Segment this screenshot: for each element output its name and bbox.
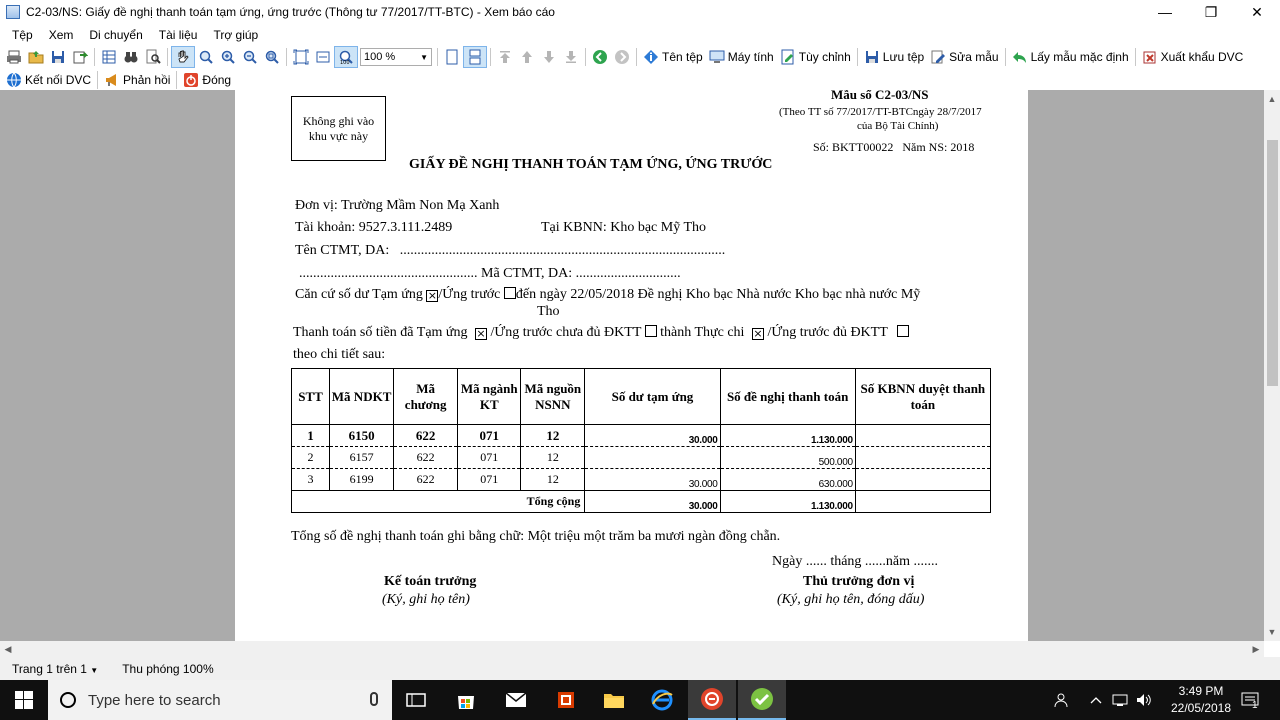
cell-nguon: 12 — [521, 447, 585, 469]
cell-nguon: 12 — [521, 425, 585, 447]
floppy-icon — [864, 49, 880, 65]
minimize-button[interactable]: — — [1158, 4, 1172, 20]
account-line: Tài khoản: 9527.3.111.2489 — [295, 220, 453, 235]
pay-text-d: /Ứng trước đủ ĐKTT — [767, 325, 888, 340]
treasury-line: Tại KBNN: Kho bạc Mỹ Tho — [541, 220, 706, 235]
cell-du: 30.000 — [585, 425, 720, 447]
cortana-icon — [60, 692, 76, 708]
vertical-scroll-thumb[interactable] — [1267, 140, 1278, 386]
vertical-scrollbar[interactable] — [1264, 90, 1280, 641]
pay-text-c: thành Thực chi — [660, 325, 745, 340]
next-page-button[interactable] — [538, 46, 560, 68]
tray-chevron-up-icon[interactable] — [1084, 680, 1108, 720]
cell-stt: 2 — [292, 447, 330, 469]
circular-line2: của Bộ Tài Chính) — [857, 120, 939, 132]
edit-icon — [930, 49, 946, 65]
zoom-status: Thu phóng 100% — [122, 661, 214, 676]
amount-in-words: Tổng số đề nghị thanh toán ghi bằng chữ: Một triệu một trăm ba mươi ngàn đồng chẵn. — [291, 529, 781, 544]
no-write-line2: khu vực này — [308, 129, 369, 143]
unit-line: Đơn vị: Trường Mầm Non Mạ Xanh — [295, 198, 500, 213]
actual-size-button[interactable] — [334, 46, 358, 68]
printer-icon — [6, 49, 22, 65]
toolbar-separator — [286, 48, 287, 66]
total-du: 30.000 — [585, 491, 720, 513]
default-template-label: Lấy mẫu mặc định — [1030, 50, 1129, 64]
close-report-button[interactable] — [180, 69, 234, 91]
ie-icon — [651, 689, 673, 711]
find-button[interactable] — [120, 46, 142, 68]
cell-nguon: 12 — [521, 469, 585, 491]
export-dvc-icon — [1142, 49, 1158, 65]
menu-document[interactable]: Tài liệu — [158, 27, 198, 42]
cell-ndkt: 6150 — [330, 425, 394, 447]
date-line: Ngày ...... tháng ......năm ....... — [772, 554, 939, 569]
table-row — [292, 469, 991, 491]
cell-duyet — [855, 447, 990, 469]
office-icon — [555, 689, 577, 711]
toolbar-separator — [176, 71, 177, 89]
magnifier-icon — [198, 49, 214, 65]
menu-navigate[interactable]: Di chuyển — [89, 27, 143, 42]
program-code-line: ................................................... Mã CTMT, DA: .............................. — [299, 266, 681, 281]
advance-checkbox[interactable]: × — [427, 289, 437, 302]
accounting-app-icon — [750, 687, 774, 711]
accounting-app[interactable] — [738, 680, 786, 720]
export-button[interactable] — [69, 46, 91, 68]
search-placeholder: Type here to search — [88, 691, 221, 709]
col-stt: STT — [292, 369, 330, 425]
status-bar — [0, 657, 1280, 680]
people-icon[interactable] — [1050, 680, 1074, 720]
zoom-value: 100 % — [364, 51, 396, 63]
secondary-toolbar — [0, 69, 1280, 90]
actual-size-icon — [338, 49, 354, 65]
back-circle-icon — [592, 49, 608, 65]
menu-view[interactable]: Xem — [48, 27, 74, 42]
report-page — [235, 90, 1028, 641]
toolbar-separator — [97, 71, 98, 89]
basis-text-b: /Ứng trước — [438, 287, 501, 302]
total-duyet — [855, 491, 990, 513]
fit-page-icon — [293, 49, 309, 65]
cell-denghi: 1.130.000 — [720, 425, 855, 447]
cell-du: 30.000 — [585, 469, 720, 491]
start-button[interactable] — [0, 680, 48, 720]
task-view-button[interactable] — [392, 680, 440, 720]
edit-template-label: Sửa mẫu — [949, 50, 999, 64]
zoom-out-button[interactable] — [239, 46, 261, 68]
toolbar-separator — [167, 48, 168, 66]
cell-stt: 3 — [292, 469, 330, 491]
toolbar-separator — [585, 48, 586, 66]
globe-icon — [6, 72, 22, 88]
store-icon — [455, 690, 477, 710]
find-document-button[interactable] — [142, 46, 164, 68]
windows-logo-icon — [15, 691, 33, 709]
notification-count: 1 — [1252, 700, 1258, 711]
col-chuong: Mã chương — [394, 369, 458, 425]
scroll-up-icon[interactable]: ▲ — [1267, 94, 1277, 104]
page-indicator-text: Trang 1 trên 1 — [12, 661, 87, 676]
forward-button[interactable] — [611, 46, 633, 68]
cell-stt: 1 — [292, 425, 330, 447]
sig-right-note: (Ký, ghi họ tên, đóng dấu) — [777, 592, 925, 607]
col-duyet: Số KBNN duyệt thanh toán — [855, 369, 990, 425]
window-title: C2-03/NS: Giấy đề nghị thanh toán tạm ứng, ứng trước (Thông tư 77/2017/TT-BTC) - Xem báo cáo — [26, 5, 555, 19]
volume-icon[interactable] — [1132, 680, 1156, 720]
office-app[interactable] — [542, 680, 590, 720]
prepay-checkbox[interactable] — [504, 287, 516, 299]
fit-page-button[interactable] — [290, 46, 312, 68]
first-page-button[interactable] — [494, 46, 516, 68]
folder-icon — [603, 691, 625, 709]
zoom-in-button[interactable] — [217, 46, 239, 68]
program-name-line: Tên CTMT, DA: ............................................................................................. — [295, 243, 726, 258]
megaphone-icon — [104, 72, 120, 88]
maximize-button[interactable]: ❐ — [1204, 3, 1218, 20]
scroll-right-icon[interactable]: ▶ — [1252, 643, 1260, 654]
basis-text-a: Căn cứ số dư Tạm ứng — [295, 287, 423, 302]
col-nguon: Mã nguồn NSNN — [521, 369, 585, 425]
export-icon — [72, 49, 88, 65]
form-code: Mẫu số C2-03/NS — [831, 90, 929, 102]
main-toolbar — [0, 45, 1280, 69]
no-write-box — [291, 96, 386, 161]
payment-table — [291, 368, 991, 513]
print-button[interactable] — [3, 46, 25, 68]
no-write-line1: Không ghi vào — [302, 114, 375, 128]
scroll-left-icon[interactable]: ◀ — [4, 643, 12, 654]
task-view-icon — [406, 692, 426, 708]
hand-tool-button[interactable] — [171, 46, 195, 68]
cell-nganh: 071 — [458, 447, 521, 469]
toolbar-separator — [437, 48, 438, 66]
edge-app[interactable] — [638, 680, 686, 720]
paid-advance-checkbox[interactable]: × — [476, 327, 486, 340]
toolbar-separator — [94, 48, 95, 66]
fit-width-button[interactable] — [312, 46, 334, 68]
total-label: Tổng cộng — [292, 491, 585, 513]
export-dvc-label: Xuất khẩu DVC — [1160, 50, 1244, 64]
zoom-select[interactable] — [360, 48, 432, 66]
floppy-icon — [50, 49, 66, 65]
sig-left-title: Kế toán trưởng — [384, 574, 477, 589]
computer-icon — [709, 49, 725, 65]
col-ndkt: Mã NDKT — [330, 369, 394, 425]
search-document-icon — [145, 49, 161, 65]
connect-dvc-label: Kết nối DVC — [25, 72, 92, 87]
toolbar-separator — [857, 48, 858, 66]
computer-button[interactable] — [706, 46, 777, 68]
sig-left-note: (Ký, ghi họ tên) — [382, 592, 470, 607]
close-button[interactable]: ✕ — [1251, 3, 1263, 20]
continuous-page-icon — [467, 49, 483, 65]
continuous-page-button[interactable] — [463, 46, 487, 68]
arrow-down-icon — [541, 49, 557, 65]
power-icon — [183, 72, 199, 88]
close-report-label: Đóng — [202, 72, 232, 87]
undo-icon — [1012, 49, 1028, 65]
zoom-fit-button[interactable] — [261, 46, 283, 68]
table-row — [292, 447, 991, 469]
toolbar-separator — [636, 48, 637, 66]
arrow-up-icon — [519, 49, 535, 65]
table-header-row — [292, 369, 991, 425]
number-year: Số: BKTT00022 Năm NS: 2018 — [813, 140, 975, 154]
cell-ndkt: 6157 — [330, 447, 394, 469]
zoom-tool-button[interactable] — [195, 46, 217, 68]
back-button[interactable] — [589, 46, 611, 68]
feedback-label: Phản hồi — [123, 72, 171, 87]
network-icon[interactable] — [1108, 680, 1132, 720]
pay-text-b: /Ứng trước chưa đủ ĐKTT — [490, 325, 642, 340]
notification-button[interactable] — [1236, 680, 1264, 720]
forward-circle-icon — [614, 49, 630, 65]
computer-label: Máy tính — [727, 50, 774, 64]
cell-nganh: 071 — [458, 469, 521, 491]
menu-help[interactable]: Trợ giúp — [213, 27, 259, 42]
diamond-info-icon — [643, 49, 659, 65]
pay-text-e: theo chi tiết sau: — [293, 347, 386, 362]
cell-chuong: 622 — [394, 425, 458, 447]
toolbar-separator — [490, 48, 491, 66]
customize-icon — [780, 49, 796, 65]
save-file-button[interactable] — [861, 46, 927, 68]
basis-text-c: đến ngày 22/05/2018 Đề nghị Kho bạc Nhà nước Kho bạc nhà nước Mỹ — [515, 287, 921, 302]
horizontal-scrollbar[interactable] — [0, 641, 1264, 657]
zoom-out-icon — [242, 49, 258, 65]
zoom-in-icon — [220, 49, 236, 65]
basis-line — [295, 287, 920, 303]
feedback-button[interactable] — [101, 69, 173, 91]
clock-time: 3:49 PM — [1178, 684, 1224, 698]
report-app[interactable] — [688, 680, 736, 720]
taskbar-search[interactable] — [48, 680, 392, 720]
insufficient-checkbox[interactable] — [645, 325, 657, 337]
report-title: GIẤY ĐỀ NGHỊ THANH TOÁN TẠM ỨNG, ỨNG TRƯỚC — [409, 157, 773, 172]
store-app[interactable] — [442, 680, 490, 720]
taskbar — [0, 680, 1280, 720]
single-page-button[interactable] — [441, 46, 463, 68]
clock-date: 22/05/2018 — [1170, 701, 1232, 715]
customize-button[interactable] — [777, 46, 854, 68]
last-page-icon — [563, 49, 579, 65]
toolbar-separator — [1005, 48, 1006, 66]
cell-duyet — [855, 425, 990, 447]
menu-bar — [0, 24, 1280, 45]
cell-du — [585, 447, 720, 469]
report-app-icon — [700, 687, 724, 711]
svg-text:100: 100 — [340, 60, 350, 65]
file-name-label: Tên tệp — [662, 50, 703, 64]
fit-width-icon — [315, 49, 331, 65]
single-page-icon — [444, 49, 460, 65]
cell-chuong: 622 — [394, 447, 458, 469]
hand-icon — [175, 49, 191, 65]
col-denghi: Số đề nghị thanh toán — [720, 369, 855, 425]
connect-dvc-button[interactable] — [3, 69, 94, 91]
basis-text-d: Tho — [537, 304, 560, 319]
table-total-row — [292, 491, 991, 513]
chevron-down-icon: ▼ — [420, 52, 428, 62]
actual-spend-checkbox[interactable]: × — [753, 327, 763, 340]
document-viewport[interactable] — [0, 90, 1264, 641]
table-icon — [101, 49, 117, 65]
menu-file[interactable]: Tệp — [12, 27, 33, 42]
sufficient-checkbox[interactable] — [897, 325, 909, 337]
edit-template-button[interactable] — [927, 46, 1001, 68]
customize-label: Tùy chỉnh — [798, 50, 851, 64]
microphone-icon[interactable] — [370, 692, 378, 706]
clock[interactable] — [1166, 683, 1236, 717]
pay-text-a: Thanh toán số tiền đã Tạm ứng — [293, 325, 468, 340]
cell-denghi: 630.000 — [720, 469, 855, 491]
table-row — [292, 425, 991, 447]
cell-ndkt: 6199 — [330, 469, 394, 491]
default-template-button[interactable] — [1009, 46, 1132, 68]
page-indicator[interactable] — [12, 662, 98, 676]
col-du: Số dư tạm ứng — [585, 369, 720, 425]
open-button[interactable] — [25, 46, 47, 68]
file-explorer-app[interactable] — [590, 680, 638, 720]
sig-right-title: Thủ trưởng đơn vị — [803, 574, 915, 589]
binoculars-icon — [123, 49, 139, 65]
payment-line — [293, 325, 909, 341]
folder-open-icon — [28, 49, 44, 65]
save-button[interactable] — [47, 46, 69, 68]
cell-chuong: 622 — [394, 469, 458, 491]
toolbar-separator — [1135, 48, 1136, 66]
export-dvc-button[interactable] — [1139, 46, 1247, 68]
previous-page-button[interactable] — [516, 46, 538, 68]
table-view-button[interactable] — [98, 46, 120, 68]
mail-app[interactable] — [492, 680, 540, 720]
cell-duyet — [855, 469, 990, 491]
chevron-down-icon: ▼ — [90, 665, 99, 675]
zoom-fit-icon — [264, 49, 280, 65]
cell-nganh: 071 — [458, 425, 521, 447]
save-file-label: Lưu tệp — [882, 50, 925, 64]
last-page-button[interactable] — [560, 46, 582, 68]
scroll-down-icon[interactable]: ▼ — [1267, 627, 1277, 637]
app-icon — [6, 5, 20, 19]
circular-line1: (Theo TT số 77/2017/TT-BTCngày 28/7/2017 — [779, 106, 982, 118]
col-nganh: Mã ngành KT — [458, 369, 521, 425]
mail-icon — [505, 692, 527, 708]
file-name-button[interactable] — [640, 46, 706, 68]
total-denghi: 1.130.000 — [720, 491, 855, 513]
cell-denghi: 500.000 — [720, 447, 855, 469]
title-bar — [0, 0, 1280, 24]
first-page-icon — [497, 49, 513, 65]
